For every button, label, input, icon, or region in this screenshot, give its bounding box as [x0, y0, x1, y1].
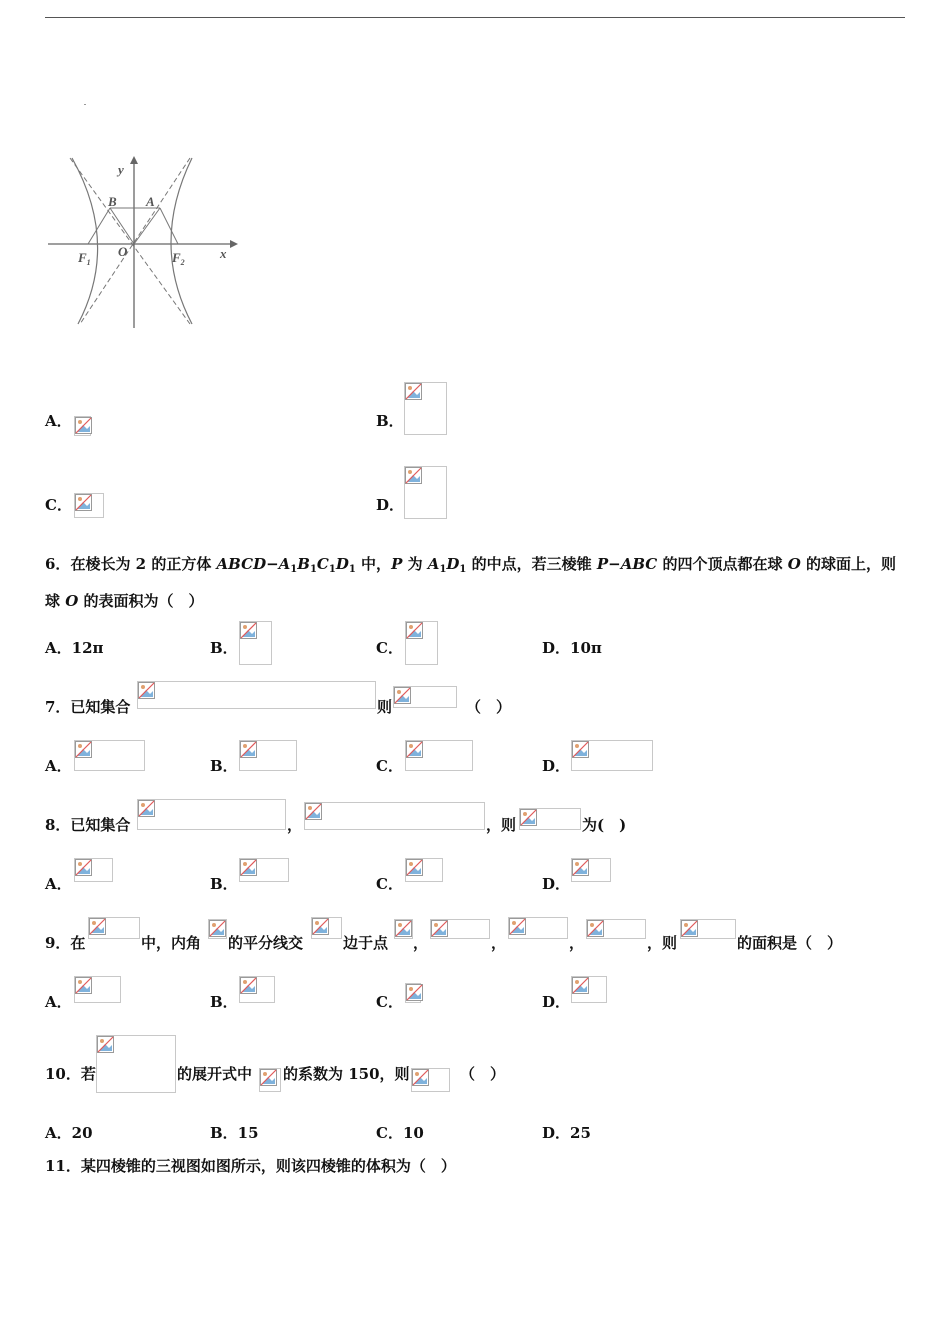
q9-cond-1-image — [430, 919, 490, 939]
q8-option-d-image — [571, 858, 611, 882]
q7-stem: 7．已知集合 — [45, 698, 131, 716]
broken-image-icon — [240, 977, 257, 994]
q7-set-image — [137, 681, 376, 709]
q5-option-b-label: B． — [376, 412, 404, 430]
q9-comma-1: ， — [413, 934, 429, 952]
speck — [84, 104, 86, 105]
q8-option-b-label: B． — [210, 875, 238, 893]
q6-line1: 6．在棱长为 2 的正方体 $ABCD-A_1B_1C_1D_1$ 中，P 为 $A_1D_1$ 的中点，若三棱锥 P−ABC 的四个顶点都在球 O 的球面上，则 — [45, 555, 896, 575]
q9-option-d-label: D． — [542, 993, 571, 1011]
q7-option-c-image — [405, 740, 473, 771]
q10-unknown-image — [411, 1068, 450, 1092]
q10-paren: （ ） — [460, 1065, 506, 1083]
broken-image-icon — [138, 800, 155, 817]
q7-option-a-image — [74, 740, 145, 771]
q7-option-d-image — [571, 740, 653, 771]
q5-option-d-image — [404, 466, 447, 519]
q9-segment-image — [311, 917, 342, 939]
q8-option-a-label: A． — [45, 875, 72, 893]
q9-comma-3: ， — [569, 934, 585, 952]
q10-coef: 的系数为 150，则 — [283, 1065, 410, 1083]
broken-image-icon — [240, 622, 257, 639]
broken-image-icon — [572, 741, 589, 758]
hyperbola-figure — [48, 152, 238, 328]
broken-image-icon — [89, 918, 106, 935]
broken-image-icon — [509, 918, 526, 935]
q9-point-image — [394, 919, 413, 939]
broken-image-icon — [431, 920, 448, 937]
q10-stem: 10．若 — [45, 1065, 96, 1083]
q10-expand: 的展开式中 — [177, 1065, 253, 1083]
q9-bisector: 的平分线交 — [228, 934, 304, 952]
q11-stem: 11．某四棱锥的三视图如图所示，则该四棱锥的体积为（ ） — [45, 1157, 456, 1175]
q7-option-b-image — [239, 740, 297, 771]
q9-side: 边于点 — [343, 934, 389, 952]
broken-image-icon — [75, 741, 92, 758]
q10-option-d: D．25 — [542, 1124, 591, 1142]
q10-option-b: B．15 — [210, 1124, 259, 1142]
q8-option-a-image — [74, 858, 113, 882]
q8-option-c-image — [405, 858, 443, 882]
broken-image-icon — [240, 741, 257, 758]
broken-image-icon — [75, 859, 92, 876]
q7-option-d-label: D． — [542, 757, 571, 775]
broken-image-icon — [406, 984, 423, 1001]
broken-image-icon — [75, 417, 92, 434]
broken-image-icon — [209, 920, 226, 937]
q6-option-c-label: C． — [376, 639, 403, 657]
q8-option-d-label: D． — [542, 875, 571, 893]
q7-option-c-label: C． — [376, 757, 403, 775]
broken-image-icon — [312, 918, 329, 935]
q9-option-a-image — [74, 976, 121, 1003]
broken-image-icon — [75, 977, 92, 994]
broken-image-icon — [412, 1069, 429, 1086]
q5-option-a-image — [74, 416, 91, 436]
q9-tail: 的面积是（ ） — [737, 934, 843, 952]
broken-image-icon — [405, 467, 422, 484]
broken-image-icon — [405, 383, 422, 400]
q6-option-c-image — [405, 621, 438, 665]
q9-then: ，则 — [647, 934, 678, 952]
q9-option-a-label: A． — [45, 993, 72, 1011]
label-x: x — [220, 246, 227, 261]
q10-binomial-image — [96, 1035, 176, 1093]
q5-option-a-label: A． — [45, 412, 72, 430]
label-y: y — [118, 162, 124, 177]
q5-option-c-image — [74, 493, 104, 518]
broken-image-icon — [240, 859, 257, 876]
broken-image-icon — [406, 622, 423, 639]
q9-cond-2-image — [508, 917, 568, 939]
label-A: A — [146, 194, 155, 209]
broken-image-icon — [520, 809, 537, 826]
broken-image-icon — [97, 1036, 114, 1053]
q10-option-a: A．20 — [45, 1124, 93, 1142]
broken-image-icon — [681, 920, 698, 937]
broken-image-icon — [572, 859, 589, 876]
q10-option-c: C．10 — [376, 1124, 424, 1142]
q8-then: ，则 — [486, 816, 517, 834]
q9-option-c-image — [405, 983, 421, 1003]
q8-stem: 8．已知集合 — [45, 816, 131, 834]
q9-target-image — [680, 919, 736, 939]
label-F2: $F_2$ — [172, 250, 185, 267]
q9-triangle-image — [88, 917, 140, 939]
q7-option-b-label: B． — [210, 757, 238, 775]
q8-set-a-image — [137, 799, 286, 830]
q7-then: 则 — [377, 698, 393, 716]
q7-paren: （ ） — [466, 698, 512, 716]
q5-option-b-image — [404, 382, 447, 435]
header-rule — [45, 17, 905, 18]
q10-term-image — [259, 1068, 281, 1092]
q9-angle-image — [208, 919, 227, 939]
label-F1: $F_1$ — [78, 250, 91, 267]
q8-comma: ， — [287, 816, 303, 834]
broken-image-icon — [572, 977, 589, 994]
q5-option-c-label: C． — [45, 496, 72, 514]
q9-mid: 中，内角 — [141, 934, 202, 952]
q6-option-b-label: B． — [210, 639, 238, 657]
broken-image-icon — [75, 494, 92, 511]
q7-expr-image — [393, 686, 457, 708]
label-origin: O — [118, 244, 128, 259]
q8-set-b-image — [304, 802, 485, 830]
q8-option-b-image — [239, 858, 289, 882]
broken-image-icon — [305, 803, 322, 820]
q9-comma-2: ， — [491, 934, 507, 952]
broken-image-icon — [138, 682, 155, 699]
q6-line2: 球 O 的表面积为（ ） — [45, 592, 204, 610]
broken-image-icon — [406, 741, 423, 758]
q9-cond-3-image — [586, 919, 646, 939]
broken-image-icon — [260, 1069, 277, 1086]
broken-image-icon — [587, 920, 604, 937]
q5-option-d-label: D． — [376, 496, 405, 514]
q9-option-d-image — [571, 976, 607, 1003]
broken-image-icon — [394, 687, 411, 704]
q8-expr-image — [519, 808, 581, 830]
q8-tail: 为( ) — [582, 816, 627, 834]
q8-option-c-label: C． — [376, 875, 403, 893]
q6-option-d: D．10π — [542, 639, 602, 657]
q9-option-b-label: B． — [210, 993, 238, 1011]
label-B: B — [108, 194, 117, 209]
q9-option-c-label: C． — [376, 993, 403, 1011]
broken-image-icon — [406, 859, 423, 876]
q7-option-a-label: A． — [45, 757, 72, 775]
q6-option-a: A．12π — [45, 639, 104, 657]
broken-image-icon — [395, 920, 412, 937]
q9-option-b-image — [239, 976, 275, 1003]
q9-stem: 9．在 — [45, 934, 86, 952]
q6-option-b-image — [239, 621, 272, 665]
